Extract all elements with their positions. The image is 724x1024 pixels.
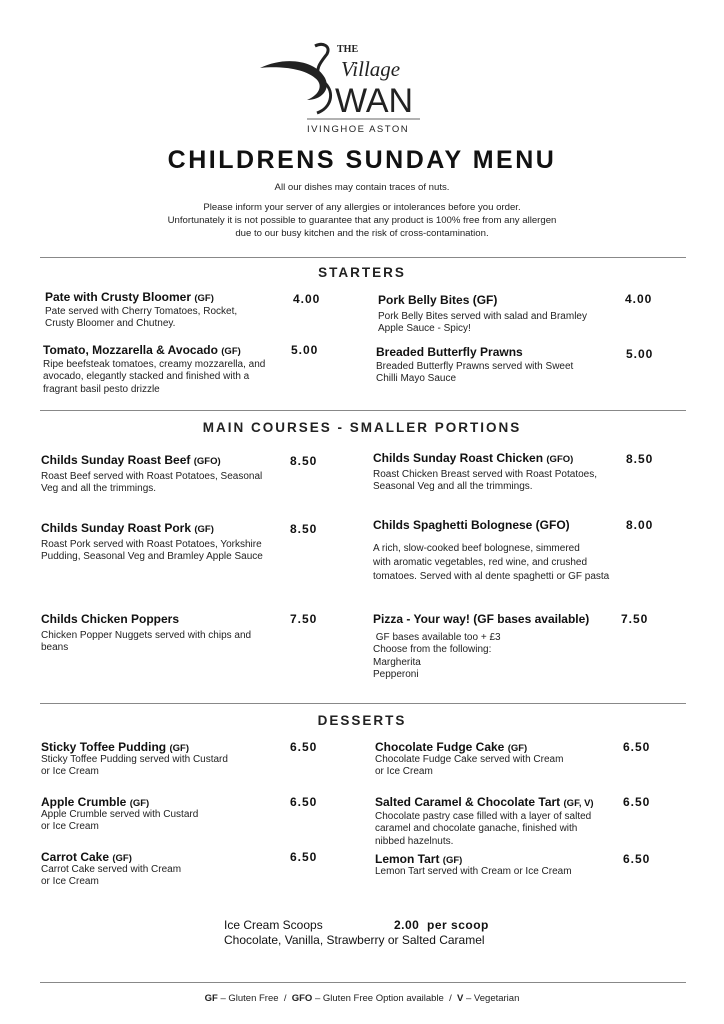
item-price: 8.00 bbox=[626, 518, 654, 532]
swan-neck-icon bbox=[315, 44, 328, 78]
desserts-heading: DESSERTS bbox=[317, 713, 407, 728]
item-tag: (GF) bbox=[221, 346, 241, 357]
menu-item-lemon-tart bbox=[375, 852, 572, 878]
menu-item-chocolate-fudge bbox=[375, 740, 563, 779]
item-price: 5.00 bbox=[626, 347, 654, 361]
item-desc: or Ice Cream bbox=[375, 766, 433, 778]
allergy-note-2: Unfortunately it is not possible to guarantee that any product is 100% free from any allergen bbox=[167, 215, 557, 226]
logo-the: THE bbox=[337, 44, 359, 55]
swan-swirl-icon bbox=[260, 61, 327, 100]
allergy-note-1: Please inform your server of any allergies or intolerances before you order. bbox=[203, 202, 521, 213]
item-price: 7.50 bbox=[290, 612, 318, 626]
item-desc: Roast Pork served with Roast Potatoes, Yorkshire bbox=[41, 539, 262, 550]
nuts-note: All our dishes may contain traces of nuts. bbox=[274, 182, 450, 193]
item-name: Pate with Crusty Bloomer bbox=[45, 290, 192, 304]
divider bbox=[40, 703, 686, 704]
key-v: V bbox=[457, 993, 464, 1004]
starters-heading: STARTERS bbox=[318, 265, 406, 280]
menu-item-apple-crumble bbox=[41, 795, 198, 834]
item-name: Childs Sunday Roast Pork bbox=[41, 521, 192, 535]
item-price: 8.50 bbox=[290, 454, 318, 468]
item-desc: Pudding, Seasonal Veg and Bramley Apple Sauce bbox=[41, 551, 263, 563]
item-price: 8.50 bbox=[290, 522, 318, 536]
item-name: Apple Crumble bbox=[41, 795, 127, 809]
item-desc: Apple Sauce - Spicy! bbox=[378, 323, 471, 335]
item-desc: Roast Beef served with Roast Potatoes, Seasonal bbox=[41, 471, 263, 482]
item-tag: (GF) bbox=[194, 524, 214, 535]
item-name: Chocolate Fudge Cake bbox=[375, 740, 505, 754]
item-desc: or Ice Cream bbox=[41, 876, 99, 888]
item-desc: Margherita bbox=[373, 656, 421, 668]
item-desc: Pepperoni bbox=[373, 668, 419, 680]
item-desc: Chocolate Fudge Cake served with Cream bbox=[375, 754, 564, 765]
menu-item-tomato-mozzarella bbox=[43, 343, 265, 396]
logo-swan: WAN bbox=[335, 82, 414, 120]
item-name: Childs Spaghetti Bolognese (GFO) bbox=[373, 518, 570, 532]
item-tag: (GF, V) bbox=[563, 798, 594, 809]
village-swan-logo bbox=[255, 38, 470, 138]
item-name: Pork Belly Bites (GF) bbox=[378, 293, 498, 307]
ice-cream-price: 2.00 per scoop bbox=[394, 918, 489, 932]
divider bbox=[40, 257, 686, 258]
dietary-key bbox=[0, 993, 724, 1004]
key-gfo: GFO bbox=[291, 993, 313, 1004]
item-desc: GF bases available too + £3 bbox=[373, 632, 501, 643]
allergy-note-3: due to our busy kitchen and the risk of cross-contamination. bbox=[235, 228, 489, 239]
logo-village: Village bbox=[341, 57, 401, 81]
menu-item-roast-pork bbox=[41, 521, 263, 564]
item-price: 7.50 bbox=[621, 612, 649, 626]
item-desc: Sticky Toffee Pudding served with Custard bbox=[41, 754, 228, 765]
item-desc: fragrant basil pesto drizzle bbox=[43, 383, 160, 395]
item-name: Breaded Butterfly Prawns bbox=[376, 345, 523, 359]
item-name: Tomato, Mozzarella & Avocado bbox=[43, 343, 218, 357]
item-name: Childs Chicken Poppers bbox=[41, 612, 180, 626]
menu-item-pork-belly bbox=[378, 293, 587, 336]
item-price: 6.50 bbox=[290, 850, 318, 864]
item-tag: (GF) bbox=[194, 293, 214, 304]
divider bbox=[40, 410, 686, 411]
menu-item-salted-caramel-tart bbox=[375, 795, 594, 848]
page-title: CHILDRENS SUNDAY MENU bbox=[167, 146, 557, 174]
item-desc: Chocolate pastry case filled with a layer of salted bbox=[375, 811, 592, 822]
item-desc: Breaded Butterfly Prawns served with Sweet bbox=[376, 361, 574, 372]
item-desc: Chilli Mayo Sauce bbox=[376, 373, 457, 385]
key-gf: GF bbox=[204, 993, 218, 1004]
key-gfo-text: – Gluten Free Option available / bbox=[312, 993, 458, 1004]
item-desc: or Ice Cream bbox=[41, 766, 99, 778]
item-desc: Lemon Tart served with Cream or Ice Cream bbox=[375, 866, 572, 877]
item-tag: (GFO) bbox=[546, 454, 574, 465]
item-tag: (GF) bbox=[442, 855, 463, 866]
item-name: Carrot Cake bbox=[41, 850, 110, 864]
item-price: 6.50 bbox=[623, 795, 651, 809]
item-desc: Pork Belly Bites served with salad and Bramley bbox=[378, 311, 587, 322]
item-desc: or Ice Cream bbox=[41, 821, 99, 833]
ice-cream-name: Ice Cream Scoops bbox=[224, 918, 323, 932]
item-name: Lemon Tart bbox=[375, 852, 440, 866]
menu-item-roast-beef bbox=[41, 453, 262, 496]
item-tag: (GF) bbox=[129, 798, 150, 809]
menu-item-carrot-cake bbox=[41, 850, 181, 889]
item-price: 6.50 bbox=[290, 795, 318, 809]
item-desc: Crusty Bloomer and Chutney. bbox=[45, 318, 176, 330]
item-price: 4.00 bbox=[625, 292, 653, 306]
item-desc: Pate served with Cherry Tomatoes, Rocket, bbox=[45, 306, 238, 317]
ice-cream-scoops bbox=[224, 918, 489, 948]
menu-item-sticky-toffee bbox=[41, 740, 228, 779]
item-tag: (GFO) bbox=[193, 456, 221, 467]
menu-item-pizza bbox=[373, 612, 589, 681]
item-desc: Apple Crumble served with Custard bbox=[41, 809, 199, 820]
item-desc: Ripe beefsteak tomatoes, creamy mozzarella, and bbox=[43, 359, 266, 370]
item-tag: (GF) bbox=[169, 743, 189, 754]
logo-location: IVINGHOE ASTON bbox=[307, 124, 410, 135]
item-price: 4.00 bbox=[293, 292, 321, 306]
menu-item-spaghetti bbox=[373, 518, 609, 584]
item-tag: (GF) bbox=[112, 853, 132, 864]
item-desc: caramel and chocolate ganache, finished with bbox=[375, 823, 578, 835]
menu-item-chicken-poppers bbox=[41, 612, 251, 655]
item-name: Childs Sunday Roast Chicken bbox=[373, 451, 544, 465]
item-price: 6.50 bbox=[623, 852, 651, 866]
item-name: Childs Sunday Roast Beef bbox=[41, 453, 191, 467]
item-price: 8.50 bbox=[626, 452, 654, 466]
item-name: Pizza - Your way! (GF bases available) bbox=[373, 612, 590, 626]
menu-item-butterfly-prawns bbox=[376, 345, 573, 386]
item-price: 6.50 bbox=[290, 740, 318, 754]
menu-item-roast-chicken bbox=[373, 451, 597, 494]
item-desc: Carrot Cake served with Cream bbox=[41, 864, 182, 875]
item-desc: Chicken Popper Nuggets served with chips and bbox=[41, 630, 252, 641]
menu-item-pate bbox=[45, 290, 237, 331]
item-desc: nibbed hazelnuts. bbox=[375, 835, 454, 847]
key-gf-text: – Gluten Free / bbox=[217, 993, 292, 1004]
item-desc: tomatoes. Served with al dente spaghetti or GF pasta bbox=[373, 571, 610, 582]
item-desc: Seasonal Veg and all the trimmings. bbox=[373, 481, 533, 493]
item-price: 6.50 bbox=[623, 740, 651, 754]
item-name: Sticky Toffee Pudding bbox=[41, 740, 167, 754]
item-tag: (GF) bbox=[507, 743, 528, 754]
key-v-text: – Vegetarian bbox=[463, 993, 520, 1004]
item-desc: Choose from the following: bbox=[373, 644, 492, 656]
item-name: Salted Caramel & Chocolate Tart bbox=[375, 795, 561, 809]
item-desc: avocado, elegantly stacked and finished with a bbox=[43, 371, 250, 383]
ice-cream-flavours: Chocolate, Vanilla, Strawberry or Salted Caramel bbox=[224, 933, 485, 947]
item-desc: Roast Chicken Breast served with Roast Potatoes, bbox=[373, 469, 597, 480]
item-desc: A rich, slow-cooked beef bolognese, simmered bbox=[373, 543, 580, 554]
divider bbox=[40, 982, 686, 983]
mains-heading: MAIN COURSES - SMALLER PORTIONS bbox=[202, 420, 522, 435]
item-desc: Veg and all the trimmings. bbox=[41, 483, 157, 495]
item-desc: with aromatic vegetables, red wine, and crushed bbox=[373, 557, 588, 568]
item-desc: beans bbox=[41, 642, 69, 654]
item-price: 5.00 bbox=[291, 343, 319, 357]
